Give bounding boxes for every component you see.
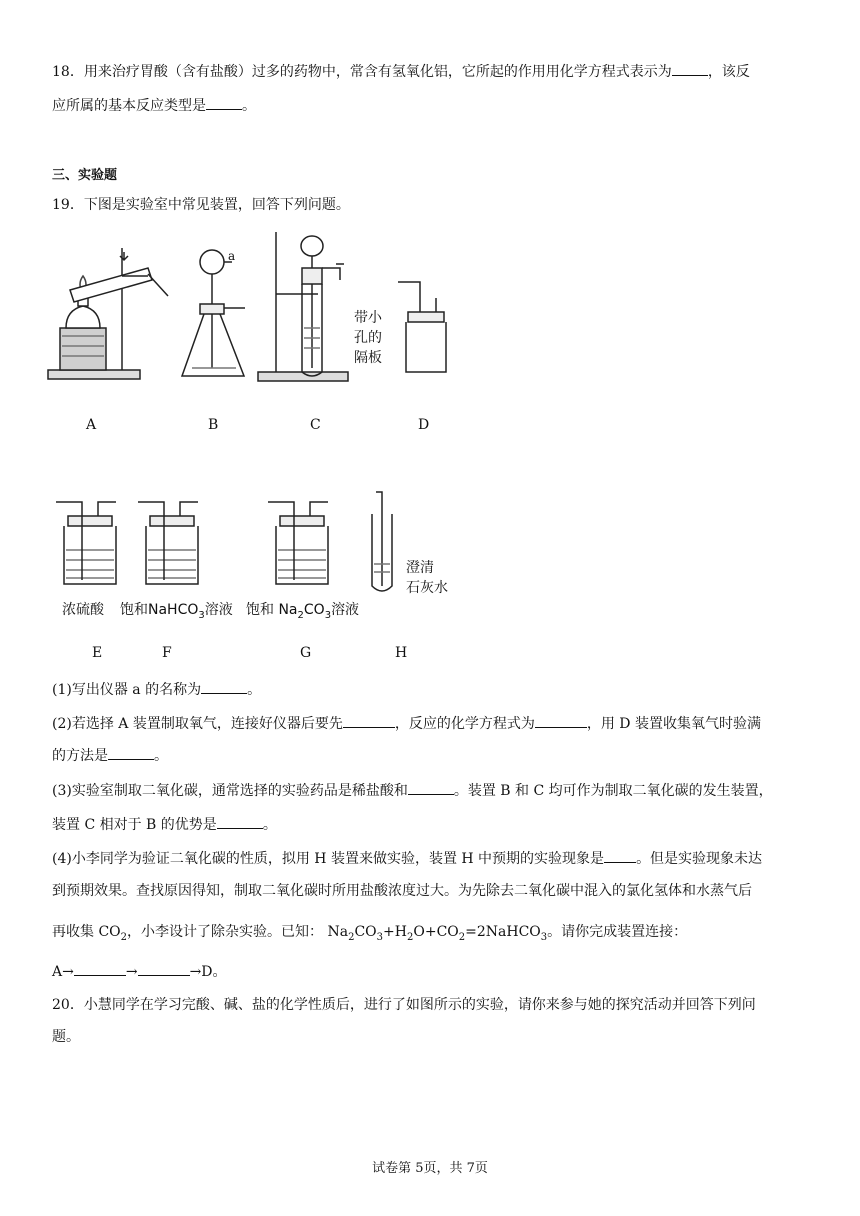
q18-line1: 18．用来治疗胃酸（含有盐酸）过多的药物中，常含有氢氧化铝，它所起的作用用化学方程式表示为 ，该反 bbox=[52, 61, 750, 82]
q19-p4-line4: A→ → →D。 bbox=[52, 961, 227, 982]
page-footer: 试卷第 5页，共 7页 bbox=[372, 1161, 488, 1176]
label-C: C bbox=[310, 417, 321, 433]
apparatus-e bbox=[56, 502, 116, 584]
q19-p4-line3: 再收集 $CO_2$，小李设计了除杂实验。已知： $Na_2CO_3+H_2O+CO_2=2NaHCO_3$。请你完成装置连接： bbox=[52, 924, 688, 943]
answer-blank[interactable] bbox=[217, 814, 263, 829]
answer-blank[interactable] bbox=[604, 848, 636, 863]
answer-blank[interactable] bbox=[74, 961, 126, 976]
q19-p3: (3)实验室制取二氧化碳，通常选择的实验药品是稀盐酸和 。装置 B 和 C 均可作为制取二氧化碳的发生装置， bbox=[52, 780, 773, 801]
answer-blank[interactable] bbox=[206, 95, 242, 110]
answer-blank[interactable] bbox=[138, 961, 190, 976]
q19-p2: (2)若选择 A 装置制取氧气，连接好仪器后要先 ，反应的化学方程式为 ，用 D 装置收集氧气时验满 bbox=[52, 713, 761, 734]
label-D: D bbox=[418, 417, 430, 433]
equation: $Na_2CO_3+H_2O+CO_2=2NaHCO_3$ bbox=[327, 924, 548, 943]
f-caption: 饱和NaHCO$_3$溶液 bbox=[120, 602, 233, 621]
h-caption: 澄清 石灰水 bbox=[406, 560, 448, 596]
apparatus-c bbox=[258, 232, 348, 381]
c-note: 带小 孔的 隔板 bbox=[354, 310, 382, 366]
label-a: a bbox=[228, 249, 236, 263]
label-E: E bbox=[92, 645, 103, 661]
answer-blank[interactable] bbox=[201, 679, 247, 694]
label-G: G bbox=[300, 645, 312, 661]
apparatus-b bbox=[182, 250, 245, 376]
section-title: 三、实验题 bbox=[52, 168, 118, 183]
answer-blank[interactable] bbox=[343, 713, 395, 728]
q20-line1: 20．小慧同学在学习完酸、碱、盐的化学性质后，进行了如图所示的实验，请你来参与她的探究活动并回答下列问 bbox=[52, 997, 756, 1013]
apparatus-f bbox=[138, 502, 198, 584]
q19-p4: (4)小李同学为验证二氧化碳的性质，拟用 H 装置来做实验，装置 H 中预期的实验现象是 。但是实验现象未达 bbox=[52, 848, 762, 869]
q20-line2: 题。 bbox=[52, 1029, 80, 1045]
e-caption: 浓硫酸 bbox=[62, 602, 104, 618]
apparatus-d bbox=[398, 282, 446, 372]
apparatus-row-top bbox=[40, 228, 480, 388]
q19-p1: (1)写出仪器 a 的名称为 。 bbox=[52, 679, 261, 700]
q19-p2-line2: 的方法是 。 bbox=[52, 745, 168, 766]
q19-intro: 19．下图是实验室中常见装置，回答下列问题。 bbox=[52, 197, 350, 213]
answer-blank[interactable] bbox=[108, 745, 154, 760]
apparatus-g bbox=[268, 502, 328, 584]
q18-line2: 应所属的基本反应类型是 。 bbox=[52, 95, 256, 116]
q19-p4-line2: 到预期效果。查找原因得知，制取二氧化碳时所用盐酸浓度过大。为先除去二氧化碳中混入的氯化氢体和水蒸气后 bbox=[52, 883, 752, 899]
answer-blank[interactable] bbox=[672, 61, 708, 76]
g-caption: 饱和 $Na_2CO_3$溶液 bbox=[246, 602, 360, 621]
apparatus-a bbox=[48, 248, 168, 379]
q19-p3-line2: 装置 C 相对于 B 的优势是 。 bbox=[52, 814, 277, 835]
label-H: H bbox=[395, 645, 408, 661]
label-A: A bbox=[86, 417, 97, 433]
label-F: F bbox=[162, 645, 172, 661]
answer-blank[interactable] bbox=[408, 780, 454, 795]
label-B: B bbox=[208, 417, 219, 433]
apparatus-h bbox=[372, 492, 392, 591]
answer-blank[interactable] bbox=[535, 713, 587, 728]
